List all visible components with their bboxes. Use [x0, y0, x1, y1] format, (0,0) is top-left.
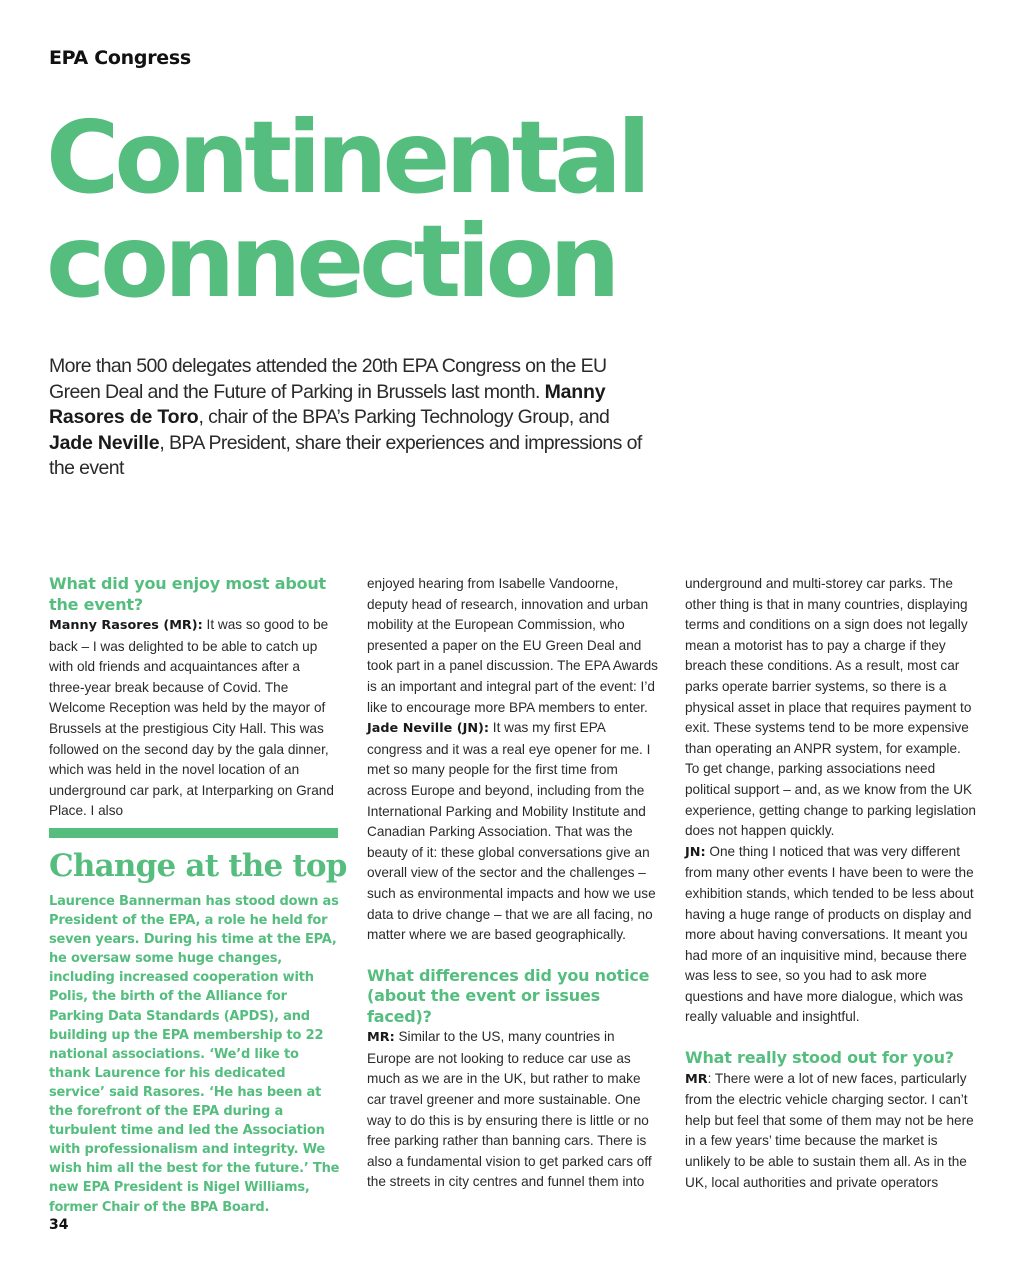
answer-paragraph: [367, 1027, 659, 1193]
column-2: [367, 574, 659, 1193]
speaker-label: MR: [685, 1071, 708, 1087]
answer-paragraph: [685, 842, 977, 1028]
column-3: [685, 574, 977, 1193]
answer-text: It was my first EPA congress and it was a real eye opener for me. I met so many people for the first time from across Europe and beyond, including from the International Parking and Mobility Institute and Canadian Parking Association. That was the beauty of it: these global conversations give an overall view of the sector and the challenges – such as environmental impacts and how we use data to drive change – that we are all facing, no matter where we are based geographically.: [367, 720, 656, 943]
headline-line-2: connection: [46, 203, 616, 320]
standfirst: [49, 354, 649, 482]
body-paragraph: enjoyed hearing from Isabelle Vandoorne, deputy head of research, innovation and urban mobility at the European Commission, who presented a paper on the EU Green Deal and took part in a panel discussion. The EPA Awards is an important and integral part of the event: I’d like to encourage more BPA members to enter.: [367, 576, 658, 715]
column-1: [49, 574, 339, 822]
headline-line-1: Continental: [46, 99, 647, 216]
sidebar-body: Laurence Bannerman has stood down as President of the EPA, a role he held for seven years. During his time at the EPA, he oversaw some huge changes, including increased cooperation with Polis, the birth of the Alliance for Parking Data Standards (APDS), and building up the EPA membership to 22 national associations. ‘We’d like to thank Laurence for his dedicated service’ said Rasores. ‘He has been at the forefront of the EPA during a turbulent time and led the Association with professionalism and integrity. We wish him all the best for the future.’ The new EPA President is Nigel Williams, former Chair of the BPA Board.: [49, 894, 340, 1215]
standfirst-text-2: , chair of the BPA’s Parking Technology Group, and: [198, 406, 610, 428]
author-name-2: Jade Neville: [49, 431, 160, 454]
standfirst-text-3: , BPA President, share their experiences and impressions of the event: [49, 431, 642, 479]
section-label: EPA Congress: [49, 47, 191, 69]
question-heading: What really stood out for you?: [685, 1048, 954, 1068]
answer-paragraph: [367, 718, 659, 946]
body-paragraph: underground and multi-storey car parks. The other thing is that in many countries, displaying terms and conditions on a sign does not legally mean a motorist has to pay a charge if they breach these conditions. As a result, most car parks operate barrier systems, so there is a physical asset in place that requires payment to exit. These systems tend to be more expensive than operating an ANPR system, for example. To get change, parking associations need political support – and, as we know from the UK experience, getting change to parking legislation does not happen quickly.: [685, 576, 976, 839]
standfirst-text-1: More than 500 delegates attended the 20th EPA Congress on the EU Green Deal and the Future of Parking in Brussels last month.: [49, 355, 607, 403]
answer-text: : There were a lot of new faces, particularly from the electric vehicle charging sector. I can’t help but feel that some of them may not be here in a few years’ time because the market is unlikely to be able to sustain them all. As in the UK, local authorities and private operators: [685, 1070, 974, 1190]
sidebar-rule: [49, 828, 338, 838]
article-headline: [46, 99, 746, 320]
speaker-label: MR:: [367, 1030, 395, 1046]
speaker-label: JN:: [685, 844, 706, 860]
sidebar-title: Change at the top: [49, 848, 347, 884]
answer-paragraph: [685, 1069, 977, 1194]
speaker-label: Manny Rasores (MR):: [49, 618, 203, 633]
page-number: 34: [49, 1217, 69, 1233]
answer-paragraph: [49, 615, 339, 822]
answer-text: Similar to the US, many countries in Europe are not looking to reduce car use as much as we are in the UK, but rather to make car travel greener and more sustainable. One way to do this is by ensuring there is little or no free parking rather than banning cars. There is also a fundamental vision to get parked cars off the streets in city centres and funnel them into: [367, 1029, 652, 1190]
question-heading: What differences did you notice (about the event or issues faced)?: [367, 965, 650, 1026]
speaker-label: Jade Neville (JN):: [367, 721, 490, 737]
answer-text: It was so good to be back – I was delighted to be able to catch up with old friends and acquaintances after a three-year break because of Covid. The Welcome Reception was held by the mayor of Brussels at the prestigious City Hall. This was followed on the second day by the gala dinner, which was held in the novel location of an underground car park, at Interparking on Grand Place. I also: [49, 617, 334, 819]
question-heading: What did you enjoy most about the event?: [49, 574, 327, 614]
answer-text: One thing I noticed that was very different from many other events I have been to were the exhibition stands, which tended to be less about having a huge range of products on display and more about having conversations. It meant you had more of an inquisitive mind, because there was less to see, so you had to ask more questions and have more dialogue, which was really valuable and insightful.: [685, 843, 974, 1025]
author-name-1: Manny Rasores de Toro: [49, 380, 606, 428]
